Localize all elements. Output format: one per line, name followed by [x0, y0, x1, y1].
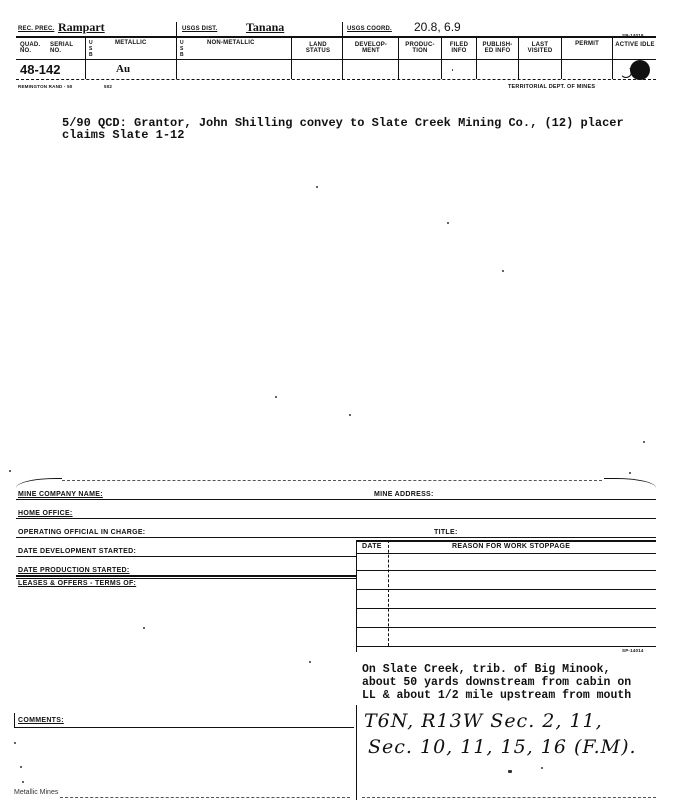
- footer-left: REMINGTON RAND - 50: [18, 84, 73, 89]
- col-permit: PERMIT: [575, 41, 599, 47]
- col-serial-no: SERIAL NO.: [50, 42, 74, 54]
- date-production-label: DATE PRODUCTION STARTED:: [18, 567, 130, 574]
- rec-prec-value: Rampart: [58, 20, 105, 34]
- location-line-2: about 50 yards downstream from cabin on: [362, 676, 632, 689]
- header-line-top: [16, 36, 656, 38]
- col-land-status: LAND STATUS: [305, 42, 331, 54]
- operating-official-label: OPERATING OFFICIAL IN CHARGE:: [18, 529, 146, 536]
- col-published-info: PUBLISH-ED INFO: [482, 42, 513, 54]
- handwriting-line-2: Sec. 10, 11, 15, 16 (F.M).: [368, 736, 637, 758]
- col-usb-letters: U S B: [89, 40, 93, 58]
- col-metallic: METALLIC: [115, 40, 147, 46]
- active-idle-indicator: [630, 60, 650, 80]
- usgs-coord-value: 20.8, 6.9: [414, 20, 461, 34]
- usgs-coord-label: USGS COORD.: [347, 26, 392, 32]
- reason-col-label: REASON FOR WORK STOPPAGE: [452, 543, 571, 550]
- bottom-stamp: Metallic Mines: [14, 789, 59, 796]
- date-development-label: DATE DEVELOPMENT STARTED:: [18, 548, 137, 555]
- form-number: SP-14019: [622, 33, 644, 38]
- quad-serial-value: 48-142: [20, 62, 61, 77]
- title-label: TITLE:: [434, 529, 458, 536]
- col-production: PRODUC-TION: [405, 42, 435, 54]
- note-line-1: 5/90 QCD: Grantor, John Shilling convey to Slate Creek Mining Co., (12) placer: [62, 116, 624, 130]
- header-line-mid: [16, 59, 656, 60]
- home-office-label: HOME OFFICE:: [18, 510, 73, 517]
- col-last-visited: LAST VISITED: [527, 42, 553, 54]
- metallic-value: Au: [116, 63, 131, 75]
- header-line-bottom: [16, 79, 656, 80]
- comments-label: COMMENTS:: [18, 717, 64, 724]
- note-line-2: claims Slate 1-12: [62, 128, 185, 142]
- col-filed-info: FILED INFO: [449, 42, 469, 54]
- rec-prec-label: REC. PREC.: [18, 26, 55, 32]
- usgs-dist-value: Tanana: [246, 20, 285, 34]
- col-development: DEVELOP-MENT: [354, 42, 388, 54]
- form-number-2: SP-14014: [622, 648, 644, 653]
- usgs-dist-label: USGS DIST.: [182, 26, 218, 32]
- location-line-1: On Slate Creek, trib. of Big Minook,: [362, 663, 611, 676]
- footer-right: TERRITORIAL DEPT. OF MINES: [508, 84, 596, 90]
- handwriting-line-1: T6N, R13W Sec. 2, 11,: [364, 710, 603, 732]
- mine-company-name-label: MINE COMPANY NAME:: [18, 491, 103, 498]
- col-quad-no: QUAD. NO.: [20, 42, 41, 54]
- location-line-3: LL & about 1/2 mile upstream from mouth: [362, 689, 632, 702]
- date-col-label: DATE: [362, 543, 382, 550]
- mine-address-label: MINE ADDRESS:: [374, 491, 434, 498]
- col-usb-letters-2: U S B: [180, 40, 184, 58]
- col-active-idle: ACTIVE IDLE: [615, 42, 655, 48]
- col-non-metallic: NON-METALLIC: [207, 40, 255, 46]
- leases-offers-label: LEASES & OFFERS - TERMS OF:: [18, 580, 137, 587]
- footer-left-code: 502: [104, 84, 113, 89]
